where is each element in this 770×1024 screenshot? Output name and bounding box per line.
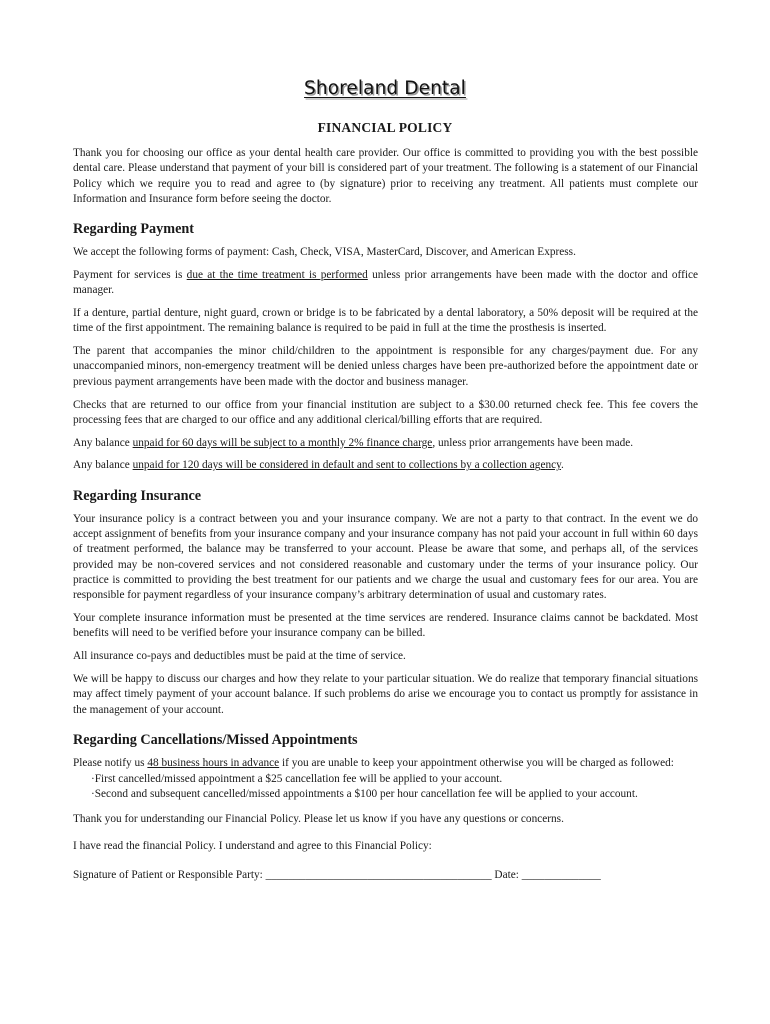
insurance-contract-paragraph: Your insurance policy is a contract between you and your insurance company. We are not a party to that contract. In the event we do accept assignment of benefits from your insurance company and your insurance company has not paid your account in full within 60 days of treatment performed, the balance may be transferred to your account. Please be aware that some, and perhaps all, of the services provided may be non-covered services and not considered reasonable and customary under the terms of your insurance policy. Our practice is committed to providing the best treatment for our patients and we charge the usual and customary fees for our area. You are responsible for payment regardless of your insurance company’s arbitrary determination of usual and customary rates. <box>73 512 698 602</box>
payment-heading: Regarding Payment <box>73 221 194 238</box>
deposit-paragraph: If a denture, partial denture, night guard, crown or bridge is to be fabricated by a dental laboratory, a 50% deposit will be required at the time of the first appointment. The remaining balance is required to be paid in full at the time the prosthesis is inserted. <box>73 307 698 335</box>
underlined-text: 48 business hours in advance <box>147 756 280 769</box>
date-label: Date: <box>491 869 522 882</box>
document-title: FINANCIAL POLICY <box>317 120 453 135</box>
notice-paragraph <box>73 756 698 771</box>
text-span: if you are unable to keep your appointment otherwise you will be charged as followed: <box>279 756 674 769</box>
thanks-paragraph: Thank you for understanding our Financial Policy. Please let us know if you have any questions or concerns. <box>73 812 564 825</box>
signature-field[interactable]: ________________________________________ <box>265 869 492 882</box>
date-field[interactable]: ______________ <box>521 869 601 882</box>
list-item: ·First cancelled/missed appointment a $25 cancellation fee will be applied to your account. <box>91 773 503 786</box>
text-span: . <box>561 459 564 472</box>
insurance-info-paragraph: Your complete insurance information must be presented at the time services are rendered. Insurance claims cannot be backdated. Most benefits will need to be verified before your insurance company can be billed. <box>73 612 698 640</box>
practice-logo: Shoreland Dental <box>304 78 466 99</box>
text-span: , unless prior arrangements have been made. <box>432 436 634 449</box>
text-span: Any balance <box>73 459 133 472</box>
minor-paragraph: The parent that accompanies the minor child/children to the appointment is responsible for any charges/payment due. For any unaccompanied minors, non-emergency treatment will be denied unless charges have been pre-authorized before the appointment date or previous payment arrangements have been made with the doctor and business manager. <box>73 345 698 388</box>
intro-paragraph: Thank you for choosing our office as your dental health care provider. Our office is committed to providing you with the best possible dental care. Please understand that payment of your bill is considered part of your treatment. The following is a statement of our Financial Policy which we require you to read and agree to (by signature) prior to receiving any treatment. All patients must complete our Information and Insurance form before seeing the doctor. <box>73 147 698 205</box>
signature-line <box>73 868 698 883</box>
policy-body <box>73 146 698 884</box>
underlined-text: unpaid for 120 days will be considered in default and sent to collections by a collection agency <box>132 459 562 472</box>
discuss-charges-paragraph: We will be happy to discuss our charges and how they relate to your particular situation. We do realize that temporary financial situations may affect timely payment of your account balance. If such problems do arise we encourage you to contact us promptly for assistance in the management of your account. <box>73 672 698 716</box>
payment-due-paragraph <box>73 268 698 299</box>
agreement-paragraph: I have read the financial Policy. I understand and agree to this Financial Policy: <box>73 840 432 852</box>
underlined-text: unpaid for 60 days will be subject to a monthly 2% finance charge <box>132 436 433 449</box>
collections-paragraph <box>73 458 698 473</box>
fee-list <box>73 772 698 803</box>
returned-check-paragraph: Checks that are returned to our office from your financial institution are subject to a $30.00 returned check fee. This fee covers the processing fees that are charged to our office and any additional clerical/billing efforts that are required. <box>73 398 698 426</box>
underlined-text: due at the time treatment is performed <box>186 268 368 281</box>
cancellations-heading: Regarding Cancellations/Missed Appointments <box>73 731 358 748</box>
signature-label: Signature of Patient or Responsible Party: <box>73 869 266 882</box>
text-span: Any balance <box>73 436 133 449</box>
insurance-heading: Regarding Insurance <box>73 487 202 504</box>
finance-charge-paragraph <box>73 436 698 451</box>
text-span: unless prior arrangements have been made with the doctor and office manager. <box>73 268 699 297</box>
list-item: ·Second and subsequent cancelled/missed appointments a $100 per hour cancellation fee will be applied to your account. <box>91 788 638 801</box>
payment-methods-paragraph: We accept the following forms of payment: Cash, Check, VISA, MasterCard, Discover, and American Express. <box>73 246 576 259</box>
copay-paragraph: All insurance co-pays and deductibles must be paid at the time of service. <box>73 650 406 663</box>
text-span: Please notify us <box>73 756 148 769</box>
text-span: Payment for services is <box>73 268 187 281</box>
